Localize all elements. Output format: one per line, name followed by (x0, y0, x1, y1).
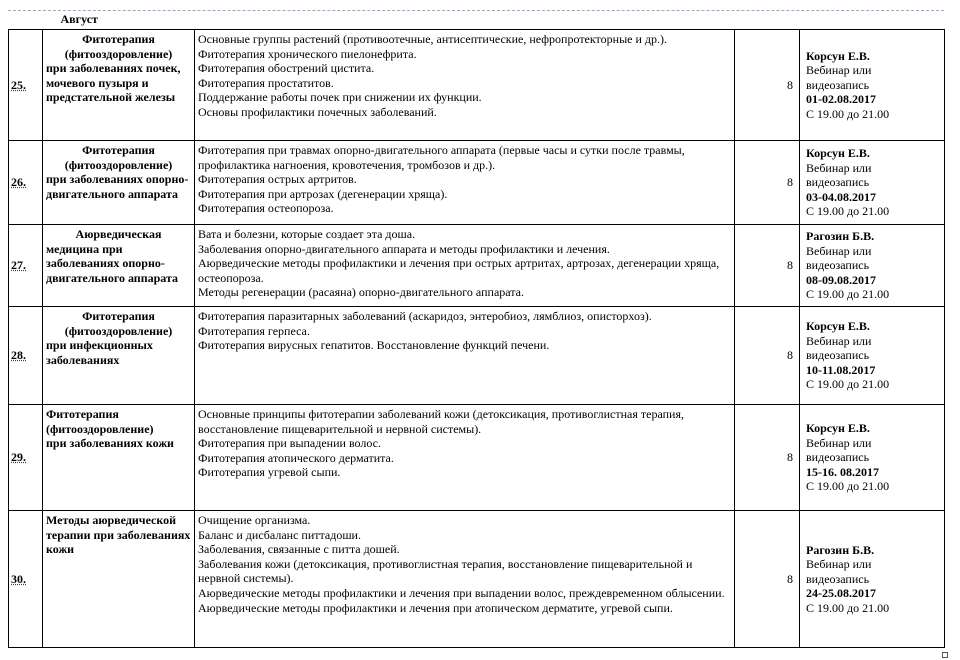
format-line-2: видеозапись (806, 77, 870, 92)
format-line-2: видеозапись (806, 258, 870, 273)
course-title-first: Фитотерапия (фитооздоровление) (64, 309, 173, 338)
topic-item: Заболевания, связанные с питта дошей. (198, 542, 400, 557)
lecturer-cell (800, 511, 945, 648)
course-topics (195, 511, 735, 648)
course-title-rest: при заболеваниях почек, мочевого пузыря и предстательной железы (46, 61, 181, 105)
lecturer-name: Корсун Е.В. (806, 146, 870, 161)
topic-item: Основы профилактики почечных заболеваний. (198, 104, 437, 119)
month-label: Август (60, 12, 98, 26)
lecturer-name: Корсун Е.В. (806, 421, 870, 436)
topic-item: Фитотерапия угревой сыпи. (198, 465, 341, 480)
format-line-1: Вебинар или (806, 333, 872, 348)
topic-item: Аюрведические методы профилактики и лечения при выпадении волос, преждевременном облысении. (198, 585, 725, 600)
table-row (9, 511, 945, 648)
course-title (43, 141, 195, 225)
topic-item: Основные группы растений (противоотечные, антисептические, нефропротекторные и др.). (198, 32, 667, 46)
course-title (43, 30, 195, 141)
topic-item: Аюрведические методы профилактики и лечения при атопическом дерматите, угревой сыпи. (198, 600, 673, 615)
course-time: С 19.00 до 21.00 (806, 600, 890, 615)
format-line-2: видеозапись (806, 450, 870, 465)
format-line-2: видеозапись (806, 175, 870, 190)
table-row (9, 225, 945, 307)
format-line-1: Вебинар или (806, 243, 872, 258)
format-line-1: Вебинар или (806, 63, 872, 78)
row-number: 25. (9, 30, 43, 141)
topic-item: Фитотерапия остеопороза. (198, 201, 334, 216)
hours-cell: 8 (735, 307, 800, 405)
topic-item: Вата и болезни, которые создает эта доша. (198, 227, 416, 241)
course-title-rest: при заболеваниях опорно-двигательного аппарата (46, 172, 189, 201)
month-row (9, 11, 945, 30)
course-topics (195, 141, 735, 225)
course-title-first: Методы аюрведической (46, 513, 177, 527)
topic-item: Фитотерапия атопического дерматита. (198, 450, 394, 465)
hours-cell: 8 (735, 405, 800, 511)
course-title-rest: терапии при заболеваниях кожи (46, 527, 191, 557)
lecturer-cell (800, 225, 945, 307)
lecturer-cell (800, 30, 945, 141)
row-number: 27. (9, 225, 43, 307)
course-title-rest: при инфекционных заболеваниях (46, 338, 153, 367)
course-topics (195, 307, 735, 405)
course-title-rest: при заболеваниях кожи (46, 436, 174, 451)
course-title (43, 511, 195, 648)
course-title (43, 225, 195, 307)
course-dates: 08-09.08.2017 (806, 272, 876, 287)
topic-item: Фитотерапия при артрозах (дегенерации хряща). (198, 186, 448, 201)
course-topics (195, 405, 735, 511)
course-topics (195, 30, 735, 141)
course-time: С 19.00 до 21.00 (806, 479, 890, 494)
course-title-first: Фитотерапия (фитооздоровление) (64, 143, 173, 172)
table-resize-handle[interactable] (942, 652, 948, 658)
course-title (43, 405, 195, 511)
course-dates: 10-11.08.2017 (806, 362, 876, 377)
table-row (9, 141, 945, 225)
course-title-rest: медицина при заболеваниях опорно-двигательного аппарата (46, 241, 179, 285)
format-line-1: Вебинар или (806, 557, 872, 572)
topic-item: Основные принципы фитотерапии заболеваний кожи (детоксикация, противоглистная терапия, восстановление пищеварительной и нервной системы). (198, 407, 684, 436)
course-topics (195, 225, 735, 307)
topic-item: Фитотерапия герпеса. (198, 323, 310, 338)
row-number: 26. (9, 141, 43, 225)
lecturer-cell (800, 141, 945, 225)
hours-cell: 8 (735, 30, 800, 141)
course-time: С 19.00 до 21.00 (806, 287, 890, 302)
topic-item: Заболевания кожи (детоксикация, противоглистная терапия, восстановление пищеварительной и нервной системы). (198, 556, 693, 586)
lecturer-name: Рагозин Б.В. (806, 229, 875, 244)
course-time: С 19.00 до 21.00 (806, 377, 890, 392)
lecturer-name: Корсун Е.В. (806, 319, 870, 334)
hours-cell: 8 (735, 141, 800, 225)
course-dates: 15-16. 08.2017 (806, 464, 879, 479)
course-title-first: Фитотерапия (фитооздоровление) (64, 32, 173, 61)
table-row (9, 307, 945, 405)
hours-cell: 8 (735, 225, 800, 307)
course-title-first: Аюрведическая (75, 227, 162, 241)
hours-cell: 8 (735, 511, 800, 648)
format-line-1: Вебинар или (806, 435, 872, 450)
topic-item: Фитотерапия вирусных гепатитов. Восстановление функций печени. (198, 338, 550, 353)
row-number: 30. (9, 511, 43, 648)
schedule-document (8, 11, 944, 648)
lecturer-name: Корсун Е.В. (806, 48, 870, 63)
topic-item: Фитотерапия хронического пиелонефрита. (198, 46, 417, 61)
format-line-1: Вебинар или (806, 160, 872, 175)
topic-item: Фитотерапия острых артритов. (198, 172, 357, 187)
course-time: С 19.00 до 21.00 (806, 204, 890, 219)
course-title (43, 307, 195, 405)
topic-item: Фитотерапия при выпадении волос. (198, 436, 381, 451)
topic-item: Фитотерапия простатитов. (198, 75, 334, 90)
lecturer-name: Рагозин Б.В. (806, 542, 875, 557)
topic-item: Фитотерапия паразитарных заболеваний (аскаридоз, энтеробиоз, лямблиоз, описторхоз). (198, 309, 652, 323)
course-dates: 24-25.08.2017 (806, 586, 876, 601)
format-line-2: видеозапись (806, 348, 870, 363)
topic-item: Заболевания опорно-двигательного аппарата и методы профилактики и лечения. (198, 241, 610, 256)
course-time: С 19.00 до 21.00 (806, 106, 890, 121)
format-line-2: видеозапись (806, 571, 870, 586)
lecturer-cell (800, 405, 945, 511)
course-dates: 01-02.08.2017 (806, 92, 876, 107)
topic-item: Фитотерапия при травмах опорно-двигательного аппарата (первые часы и сутки после травмы, профилактика нагноения, кровотечения, тромбозов и др.). (198, 143, 685, 172)
row-number: 28. (9, 307, 43, 405)
topic-item: Очищение организма. (198, 513, 311, 527)
course-dates: 03-04.08.2017 (806, 189, 876, 204)
table-row (9, 30, 945, 141)
schedule-table (8, 11, 945, 648)
topic-item: Баланс и дисбаланс питтадоши. (198, 527, 361, 542)
topic-item: Поддержание работы почек при снижении их функции. (198, 90, 482, 105)
course-title-first: Фитотерапия (фитооздоровление) (46, 407, 154, 436)
topic-item: Фитотерапия обострений цистита. (198, 61, 375, 76)
topic-item: Методы регенерации (расаяна) опорно-двигательного аппарата. (198, 285, 525, 300)
topic-item: Аюрведические методы профилактики и лечения при острых артритах, артрозах, дегенерации хряща, остеопороза. (198, 256, 720, 285)
lecturer-cell (800, 307, 945, 405)
row-number: 29. (9, 405, 43, 511)
table-row (9, 405, 945, 511)
